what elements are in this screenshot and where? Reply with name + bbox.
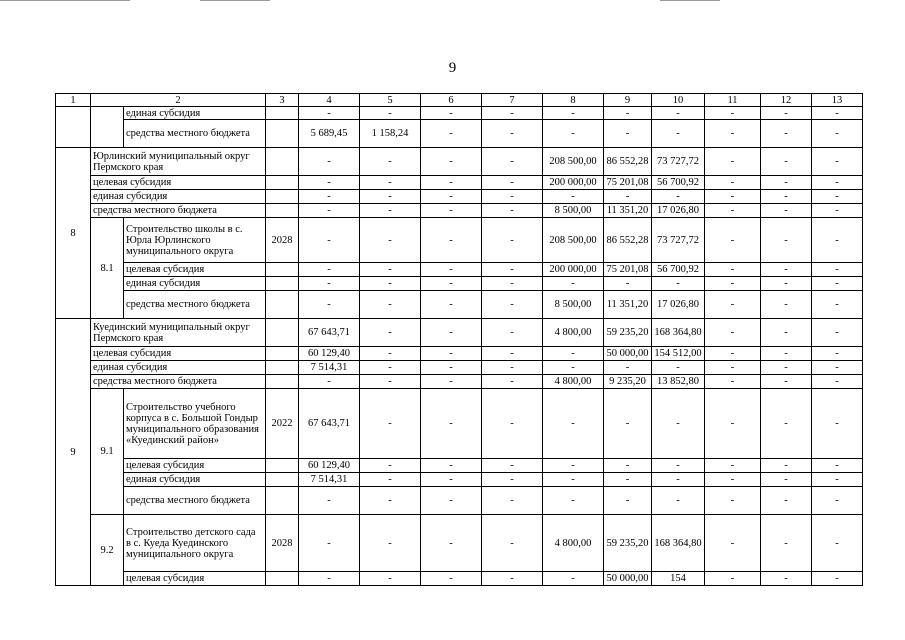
table-row [56,487,863,515]
cell: 17 026,80 [652,291,705,319]
cell: - [812,487,863,515]
table-row [56,361,863,375]
cell: - [761,347,812,361]
cell: - [299,204,360,218]
cell: - [543,459,604,473]
sub-number: 9.2 [91,515,124,586]
cell: 7 514,31 [299,473,360,487]
cell: - [761,107,812,120]
table-row [56,572,863,586]
table-row [56,120,863,148]
row-label: средства местного бюджета [124,487,266,515]
cell: - [761,190,812,204]
cell: - [360,375,421,389]
cell: - [360,204,421,218]
cell [266,277,299,291]
sub-number: 8.1 [91,218,124,319]
cell: - [421,190,482,204]
cell: - [360,487,421,515]
cell: - [482,487,543,515]
cell: - [543,487,604,515]
cell: 200 000,00 [543,176,604,190]
cell: - [421,218,482,263]
cell: - [421,291,482,319]
row-label: целевая субсидия [91,176,266,190]
cell: - [482,148,543,176]
cell: - [360,347,421,361]
cell: - [812,277,863,291]
cell: - [652,459,705,473]
cell: - [421,389,482,459]
project-name: Строительство школы в с. Юрла Юрлинского муниципального округа [124,218,266,263]
sub-number [91,107,124,148]
cell: 200 000,00 [543,263,604,277]
cell: - [299,291,360,319]
cell: - [421,473,482,487]
data-table [55,93,863,586]
cell: - [299,176,360,190]
cell: - [705,515,761,572]
cell: - [360,218,421,263]
cell: - [421,148,482,176]
cell: 67 643,71 [299,389,360,459]
cell: - [299,218,360,263]
table-row [56,218,863,263]
row-label: единая субсидия [124,473,266,487]
cell: - [705,473,761,487]
cell: - [761,473,812,487]
cell: - [421,375,482,389]
cell: - [482,389,543,459]
cell: - [652,473,705,487]
cell: - [705,148,761,176]
cell: - [604,389,652,459]
cell: 8 500,00 [543,291,604,319]
cell: - [421,361,482,375]
cell: - [812,375,863,389]
sub-number: 9.1 [91,389,124,515]
cell: - [812,204,863,218]
cell: 56 700,92 [652,263,705,277]
cell [266,375,299,389]
cell: - [652,120,705,148]
cell: 9 235,20 [604,375,652,389]
cell: - [360,190,421,204]
cell: - [705,277,761,291]
cell: - [421,459,482,473]
cell: - [299,263,360,277]
cell: - [761,120,812,148]
table-row [56,319,863,347]
table-row [56,515,863,572]
cell: - [604,473,652,487]
cell: - [705,218,761,263]
cell: 50 000,00 [604,347,652,361]
cell: - [299,107,360,120]
cell: - [421,204,482,218]
table-row [56,347,863,361]
cell: - [299,515,360,572]
cell: - [360,176,421,190]
municipality-name: Куединский муниципальный округ Пермского края [91,319,266,347]
cell: - [652,487,705,515]
top-rule-right [660,0,720,1]
cell: 60 129,40 [299,347,360,361]
cell: - [482,347,543,361]
cell: 59 235,20 [604,515,652,572]
top-rule-mid [200,0,270,1]
cell: - [482,375,543,389]
cell: - [652,277,705,291]
cell [266,473,299,487]
row-label: целевая субсидия [124,572,266,586]
table-row [56,204,863,218]
cell: 17 026,80 [652,204,705,218]
cell: - [421,263,482,277]
cell: 168 364,80 [652,319,705,347]
cell: - [761,204,812,218]
cell: - [705,176,761,190]
cell: - [299,375,360,389]
cell [266,120,299,148]
cell: - [812,361,863,375]
header-cell: 12 [761,94,812,107]
cell: - [761,148,812,176]
row-label: единая субсидия [91,361,266,375]
cell [266,263,299,277]
year-cell: 2028 [266,515,299,572]
cell: - [652,389,705,459]
cell: - [761,218,812,263]
cell: - [360,572,421,586]
row-number: 8 [56,148,91,319]
cell: - [360,277,421,291]
cell: - [543,347,604,361]
cell: - [360,291,421,319]
cell: 67 643,71 [299,319,360,347]
row-label: единая субсидия [124,107,266,120]
cell: - [812,515,863,572]
cell: 208 500,00 [543,218,604,263]
cell: - [360,319,421,347]
cell: - [360,473,421,487]
cell [266,291,299,319]
cell: 8 500,00 [543,204,604,218]
row-number: 9 [56,319,91,586]
cell: - [812,190,863,204]
cell: - [812,319,863,347]
cell: - [360,459,421,473]
cell: - [421,572,482,586]
cell: - [299,487,360,515]
cell: - [421,120,482,148]
row-label: единая субсидия [91,190,266,204]
cell: - [705,319,761,347]
cell: - [812,107,863,120]
cell: - [360,263,421,277]
cell: - [812,459,863,473]
row-label: средства местного бюджета [91,204,266,218]
cell: - [705,487,761,515]
header-cell: 8 [543,94,604,107]
cell: - [705,291,761,319]
cell: - [543,572,604,586]
cell: 7 514,31 [299,361,360,375]
year-cell: 2028 [266,218,299,263]
cell: - [812,176,863,190]
year-cell: 2022 [266,389,299,459]
cell: 154 512,00 [652,347,705,361]
cell: - [705,204,761,218]
cell: - [812,347,863,361]
cell: - [604,120,652,148]
cell: - [482,515,543,572]
cell [266,176,299,190]
cell: - [360,148,421,176]
cell: 59 235,20 [604,319,652,347]
table-row [56,107,863,120]
row-label: средства местного бюджета [124,120,266,148]
cell: - [812,389,863,459]
cell: 50 000,00 [604,572,652,586]
cell: - [604,277,652,291]
cell: - [705,375,761,389]
cell: - [604,107,652,120]
cell: 73 727,72 [652,218,705,263]
cell: - [652,190,705,204]
cell: - [482,572,543,586]
cell: - [360,107,421,120]
cell: - [482,120,543,148]
cell: - [812,473,863,487]
header-cell: 10 [652,94,705,107]
cell: - [761,291,812,319]
page-number: 9 [448,60,457,76]
cell: - [761,375,812,389]
cell: - [812,572,863,586]
cell: - [705,572,761,586]
cell: 1 158,24 [360,120,421,148]
cell: - [421,277,482,291]
cell: - [299,148,360,176]
cell: - [652,107,705,120]
cell [266,347,299,361]
cell: 4 800,00 [543,515,604,572]
cell: - [761,361,812,375]
cell: - [761,277,812,291]
cell [266,487,299,515]
cell: - [705,263,761,277]
cell: - [482,218,543,263]
header-cell: 11 [705,94,761,107]
cell: - [543,277,604,291]
cell: - [812,120,863,148]
cell: 75 201,08 [604,263,652,277]
cell: - [482,319,543,347]
cell: - [761,263,812,277]
cell: 208 500,00 [543,148,604,176]
cell: - [812,148,863,176]
cell: - [482,107,543,120]
header-cell: 6 [421,94,482,107]
cell: 75 201,08 [604,176,652,190]
cell: - [543,107,604,120]
cell: - [421,347,482,361]
header-cell: 7 [482,94,543,107]
cell: - [543,389,604,459]
header-cell: 5 [360,94,421,107]
cell: - [299,190,360,204]
header-cell: 9 [604,94,652,107]
cell: 11 351,20 [604,204,652,218]
cell: - [543,361,604,375]
cell: - [543,190,604,204]
cell: - [812,218,863,263]
cell: - [482,361,543,375]
cell [266,204,299,218]
cell: - [360,515,421,572]
table-row [56,473,863,487]
cell: - [421,515,482,572]
cell: - [812,263,863,277]
cell: - [705,190,761,204]
cell: 86 552,28 [604,218,652,263]
cell: - [482,277,543,291]
cell: - [705,347,761,361]
project-name: Строительство учебного корпуса в с. Большой Гондыр муниципального образования «Куединский район» [124,389,266,459]
cell: - [482,459,543,473]
cell: 4 800,00 [543,375,604,389]
header-cell: 4 [299,94,360,107]
table-row [56,459,863,473]
header-cell: 13 [812,94,863,107]
table-row [56,291,863,319]
cell: - [705,459,761,473]
cell: - [482,176,543,190]
header-cell: 1 [56,94,91,107]
row-label: целевая субсидия [124,263,266,277]
header-cell: 3 [266,94,299,107]
cell: 4 800,00 [543,319,604,347]
cell: 56 700,92 [652,176,705,190]
project-name: Строительство детского сада в с. Куеда Куединского муниципального округа [124,515,266,572]
municipality-name: Юрлинский муниципальный округ Пермского края [91,148,266,176]
cell: - [604,361,652,375]
cell [266,361,299,375]
cell: - [761,487,812,515]
cell: - [421,487,482,515]
table-row [56,190,863,204]
table-row [56,148,863,176]
row-label: единая субсидия [124,277,266,291]
cell: - [543,120,604,148]
cell [266,319,299,347]
cell: - [705,361,761,375]
top-rule-left [0,0,130,1]
cell: 73 727,72 [652,148,705,176]
cell: 11 351,20 [604,291,652,319]
cell: - [761,319,812,347]
cell: - [421,176,482,190]
header-row [56,94,863,107]
cell: - [705,389,761,459]
cell: - [482,291,543,319]
cell: - [761,389,812,459]
cell [266,572,299,586]
row-label: целевая субсидия [91,347,266,361]
table-row [56,263,863,277]
cell: - [543,473,604,487]
cell: 154 [652,572,705,586]
header-cell: 2 [91,94,266,107]
cell [266,148,299,176]
cell: - [482,473,543,487]
cell: - [812,291,863,319]
cell: - [482,263,543,277]
table-row [56,389,863,459]
cell: - [360,361,421,375]
cell: - [299,572,360,586]
cell: - [604,487,652,515]
cell: 86 552,28 [604,148,652,176]
cell: 168 364,80 [652,515,705,572]
cell: 5 689,45 [299,120,360,148]
table-row [56,176,863,190]
table-row [56,375,863,389]
row-number [56,107,91,148]
cell: - [761,176,812,190]
table-row [56,277,863,291]
cell: - [421,107,482,120]
row-label: средства местного бюджета [124,291,266,319]
cell: - [705,107,761,120]
cell [266,107,299,120]
cell: - [421,319,482,347]
row-label: средства местного бюджета [91,375,266,389]
cell [266,190,299,204]
cell: 13 852,80 [652,375,705,389]
cell: - [482,190,543,204]
cell: - [761,515,812,572]
cell: - [360,389,421,459]
row-label: целевая субсидия [124,459,266,473]
cell: - [705,120,761,148]
cell: - [604,190,652,204]
cell: - [604,459,652,473]
cell: - [652,361,705,375]
cell: - [761,459,812,473]
cell: - [299,277,360,291]
cell: - [761,572,812,586]
cell [266,459,299,473]
cell: 60 129,40 [299,459,360,473]
cell: - [482,204,543,218]
